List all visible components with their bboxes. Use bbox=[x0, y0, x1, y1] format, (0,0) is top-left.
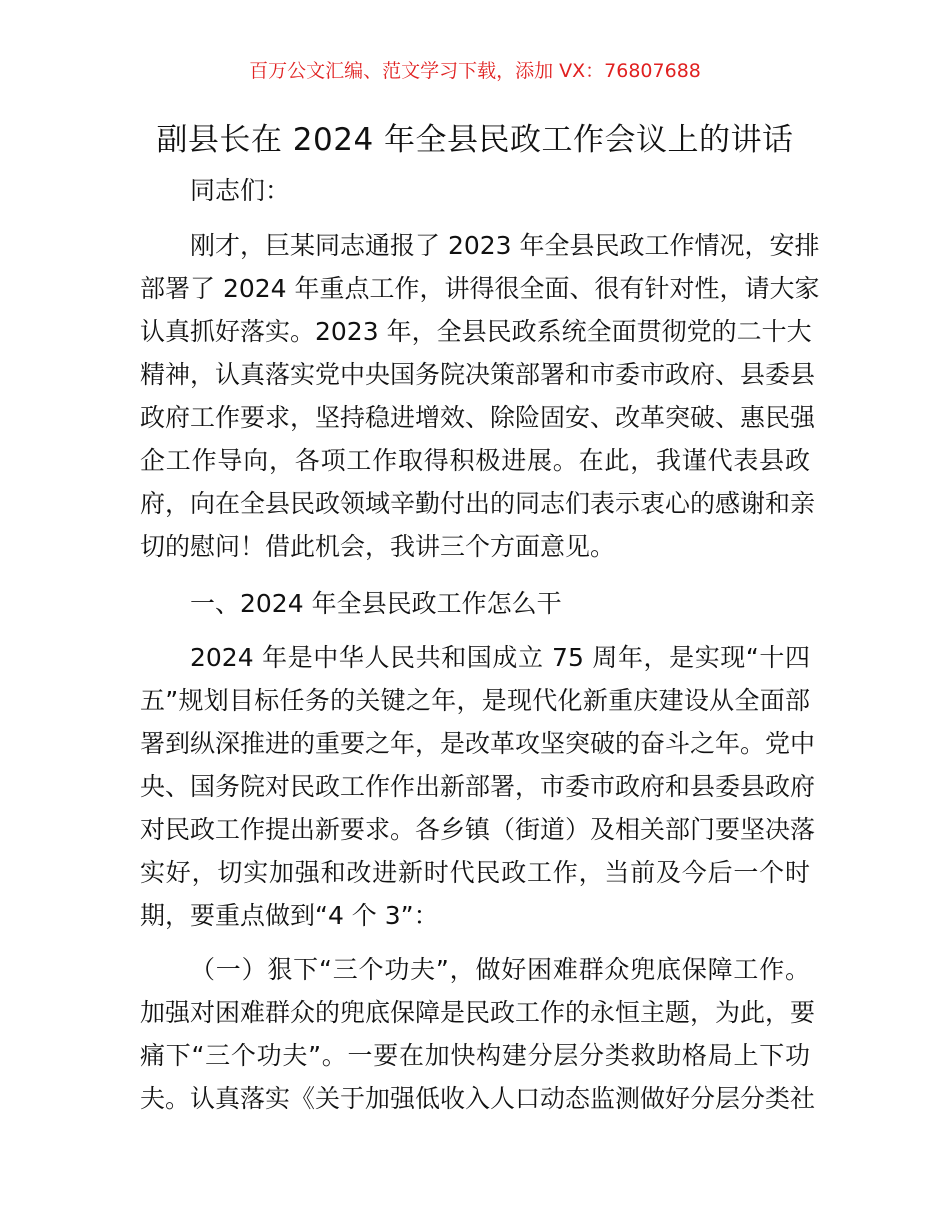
text-line: 政府工作要求，坚持稳进增效、除险固安、改革突破、惠民强 bbox=[140, 403, 816, 432]
text-line: 府，向在全县民政领域辛勤付出的同志们表示衷心的感谢和亲 bbox=[140, 489, 816, 518]
text-line: 署到纵深推进的重要之年，是改革攻坚突破的奋斗之年。党中 bbox=[140, 729, 816, 758]
text-line: 切的慰问！借此机会，我讲三个方面意见。 bbox=[140, 532, 616, 561]
text-line: 五”规划目标任务的关键之年，是现代化新重庆建设从全面部 bbox=[140, 686, 810, 715]
section-heading: 一、2024 年全县民政工作怎么干 bbox=[190, 589, 562, 618]
text-line: 部署了 2024 年重点工作，讲得很全面、很有针对性，请大家 bbox=[140, 274, 820, 303]
text-line: 刚才，巨某同志通报了 2023 年全县民政工作情况，安排 bbox=[190, 231, 820, 260]
text-line: 精神，认真落实党中央国务院决策部署和市委市政府、县委县 bbox=[140, 360, 816, 389]
text-line: 加强对困难群众的兜底保障是民政工作的永恒主题，为此，要 bbox=[140, 998, 816, 1027]
text-line: 实好，切实加强和改进新时代民政工作，当前及今后一个时 bbox=[140, 858, 810, 887]
text-line: 认真抓好落实。2023 年，全县民政系统全面贯彻党的二十大 bbox=[140, 317, 812, 346]
subsection-heading: （一）狠下“三个功夫”，做好困难群众兜底保障工作。 bbox=[190, 955, 810, 984]
salutation: 同志们： bbox=[190, 176, 291, 205]
text-line: 痛下“三个功夫”。一要在加快构建分层分类救助格局上下功 bbox=[140, 1041, 810, 1070]
text-line: 2024 年是中华人民共和国成立 75 周年，是实现“十四 bbox=[190, 643, 810, 672]
text-line: 企工作导向，各项工作取得积极进展。在此，我谨代表县政 bbox=[140, 446, 810, 475]
text-line: 对民政工作提出新要求。各乡镇（街道）及相关部门要坚决落 bbox=[140, 815, 816, 844]
header-banner: 百万公文汇编、范文学习下载，添加 VX：76807688 bbox=[249, 60, 701, 82]
text-line: 央、国务院对民政工作作出新部署，市委市政府和县委县政府 bbox=[140, 772, 816, 801]
text-line: 夫。认真落实《关于加强低收入人口动态监测做好分层分类社 bbox=[140, 1084, 816, 1113]
text-line: 期，要重点做到“4 个 3”： bbox=[140, 901, 439, 930]
document-title: 副县长在 2024 年全县民政工作会议上的讲话 bbox=[156, 122, 794, 158]
